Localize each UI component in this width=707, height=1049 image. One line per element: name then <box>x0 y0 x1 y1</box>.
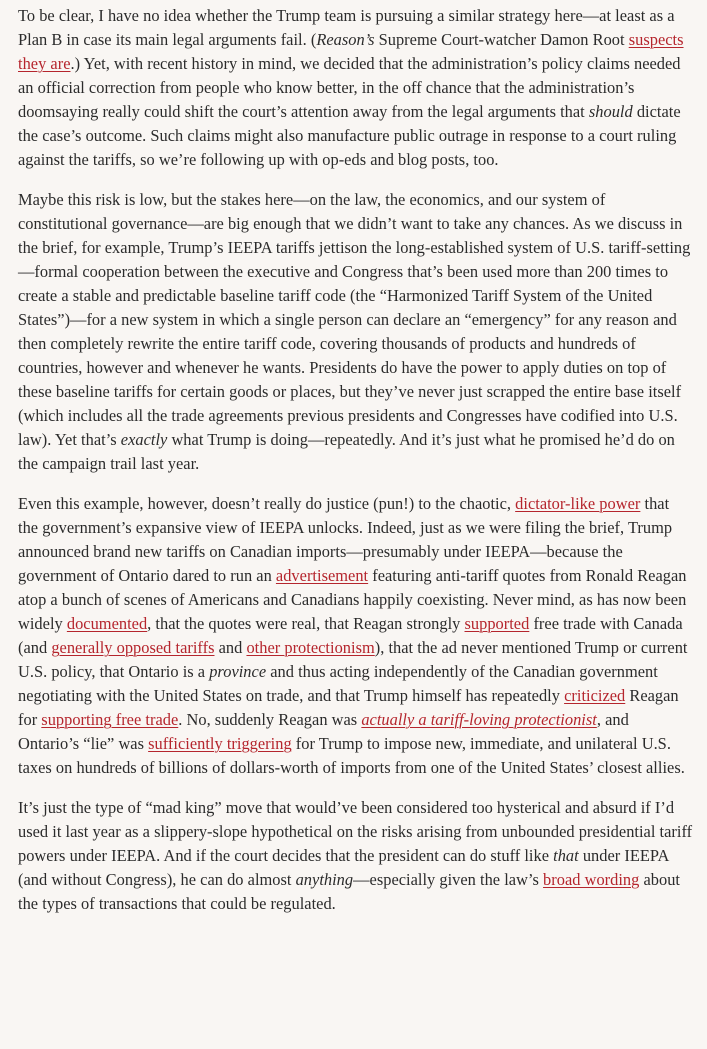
text-run: . No, suddenly Reagan was <box>178 710 362 729</box>
text-run: under IEEPA (and without Congress), he can do almost <box>18 846 669 889</box>
emphasis: exactly <box>120 430 168 449</box>
text-run: that the government’s expansive view of IEEPA unlocks. Indeed, just as we were filing the brief, Trump announced brand new tariffs on Canadian imports—presumably under IEEPA—because the government of Ontario dared to run an <box>18 494 673 585</box>
text-run: what Trump is doing—repeatedly. And it’s just what he promised he’d do on the campaign trail last year. <box>18 430 675 473</box>
text-run: for Trump to impose new, immediate, and unilateral U.S. taxes on hundreds of billions of dollars-worth of imports from one of the United States’ closest allies. <box>18 734 685 777</box>
link-supporting-free-trade[interactable]: supporting free trade <box>41 710 179 729</box>
text-run: Even this example, however, doesn’t really do justice (pun!) to the chaotic, <box>18 494 516 513</box>
text-run: It’s just the type of “mad king” move that would’ve been considered too hysterical and absurd if I’d used it last year as a slippery-slope hypothetical on the risks arising from unbounded presidential tariff powers under IEEPA. And if the court decides that the president can do stuff like <box>18 798 693 865</box>
text-run: and thus acting independently of the Canadian government negotiating with the United States on trade, and that Trump himself has repeatedly <box>18 662 658 705</box>
link-other-protectionism[interactable]: other protectionism <box>246 638 375 657</box>
link-dictator-like-power[interactable]: dictator-like power <box>515 494 641 513</box>
link-broad-wording[interactable]: broad wording <box>543 870 640 889</box>
paragraph <box>18 4 693 172</box>
emphasis: should <box>588 102 633 121</box>
link-sufficiently-triggering[interactable]: sufficiently triggering <box>148 734 292 753</box>
emphasis: that <box>553 846 579 865</box>
text-run: To be clear, I have no idea whether the Trump team is pursuing a similar strategy here—at least as a Plan B in case its main legal arguments fail. ( <box>18 6 675 49</box>
text-run: —especially given the law’s <box>353 870 544 889</box>
emphasis: anything <box>295 870 354 889</box>
link-advertisement[interactable]: advertisement <box>275 566 369 585</box>
text-run: , and Ontario’s “lie” was <box>18 710 629 753</box>
text-run: about the types of transactions that could be regulated. <box>18 870 680 913</box>
link-criticized[interactable]: criticized <box>564 686 626 705</box>
text-run: Maybe this risk is low, but the stakes here—on the law, the economics, and our system of constitutional governance—are big enough that we didn’t want to take any chances. As we discuss in the brief, for example, Trump’s IEEPA tariffs jettison the long-established system of U.S. tariff-setting—formal cooperation between the executive and Congress that’s been used more than 200 times to create a stable and predictable baseline tariff code (the “Harmonized Tariff System of the United States”)—for a new system in which a single person can declare an “emergency” for any reason and then completely rewrite the entire tariff code, covering thousands of products and hundreds of countries, however and whenever he wants. Presidents do have the power to apply duties on top of these baseline tariffs for certain goods or places, but they’ve never just scrapped the entire base itself (which includes all the trade agreements previous presidents and Congresses have codified into U.S. law). Yet that’s <box>18 190 691 449</box>
paragraph <box>18 188 693 476</box>
link-supported[interactable]: supported <box>464 614 530 633</box>
link-suspects-they-are[interactable]: suspects they are <box>18 30 684 73</box>
text-run: dictate the case’s outcome. Such claims might also manufacture public outrage in response to a court ruling against the tariffs, so we’re following up with op-eds and blog posts, too. <box>18 102 681 169</box>
text-run: .) Yet, with recent history in mind, we decided that the administration’s policy claims needed an official correction from people who know better, in the off chance that the administration’s doomsaying really could shift the court’s attention away from the legal arguments that <box>18 54 681 121</box>
article-body <box>0 4 693 916</box>
emphasis: Reason’s <box>316 30 375 49</box>
link-documented[interactable]: documented <box>66 614 148 633</box>
text-run: free trade with Canada (and <box>18 614 683 657</box>
text-run: Supreme Court-watcher Damon Root <box>374 30 629 49</box>
paragraph <box>18 492 693 780</box>
text-run: ), that the ad never mentioned Trump or current U.S. policy, that Ontario is a <box>18 638 688 681</box>
link-actually-a-tariff-loving-protectionist[interactable] <box>361 710 597 729</box>
paragraph <box>18 796 693 916</box>
text-run: , that the quotes were real, that Reagan strongly <box>147 614 465 633</box>
text-run: featuring anti-tariff quotes from Ronald Reagan atop a bunch of scenes of Americans and Canadians happily coexisting. Never mind, as has now been widely <box>18 566 687 633</box>
emphasis: actually a tariff-loving protectionist <box>361 710 597 729</box>
text-run: and <box>214 638 247 657</box>
text-run: Reagan for <box>18 686 679 729</box>
link-generally-opposed-tariffs[interactable]: generally opposed tariffs <box>51 638 215 657</box>
emphasis: province <box>209 662 267 681</box>
